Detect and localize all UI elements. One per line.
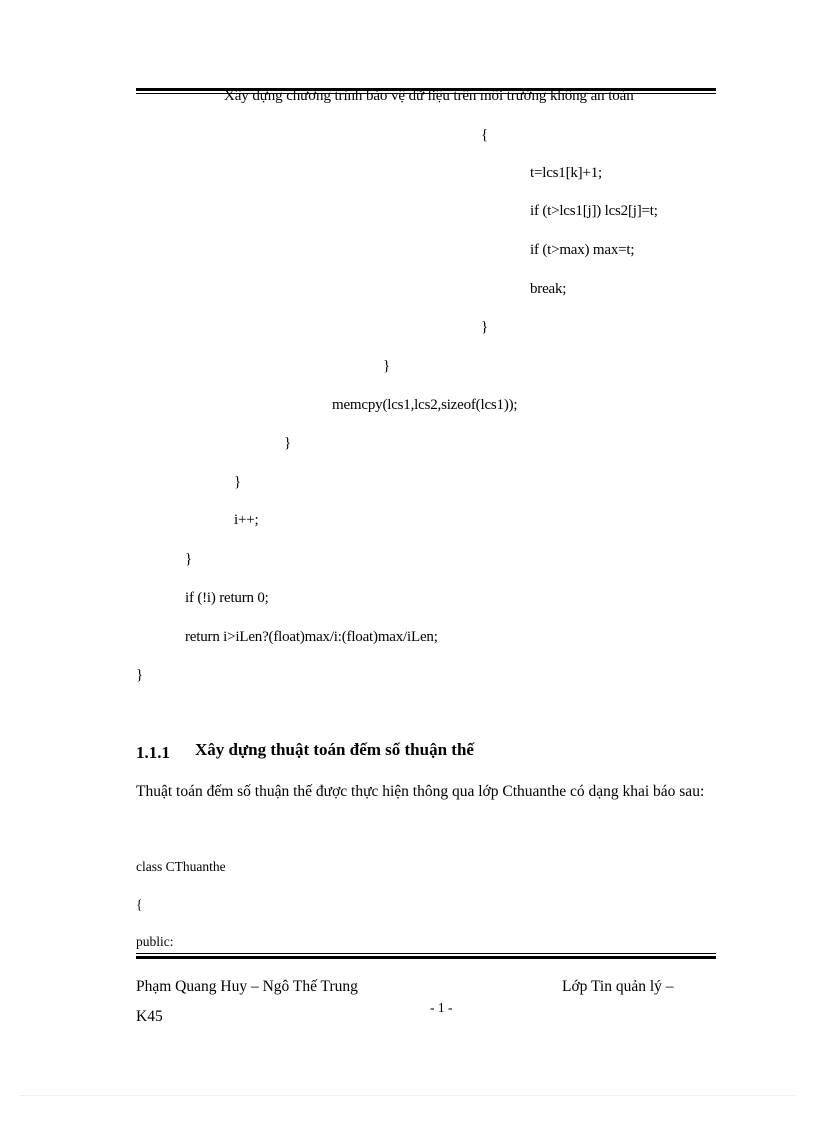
code-line: } [136,667,143,683]
code-line: memcpy(lcs1,lcs2,sizeof(lcs1)); [332,397,518,413]
body-paragraph: Thuật toán đếm số thuận thế được thực hiện thông qua lớp Cthuanthe có dạng khai báo sau: [136,783,705,800]
code-line: return i>iLen?(float)max/i:(float)max/iLen; [185,629,438,645]
code-line: } [185,551,192,567]
page-number: - 1 - [430,1000,453,1015]
section-number: 1.1.1 [136,743,170,762]
code-line: if (t>lcs1[j]) lcs2[j]=t; [530,203,658,219]
footer-rule-thin [136,953,716,954]
section-title: Xây dựng thuật toán đếm số thuận thế [195,740,474,759]
class-line: public: [136,934,174,949]
class-line: class CThuanthe [136,859,226,874]
code-line: } [383,358,390,374]
page-edge-dots [20,1095,796,1096]
code-line: break; [530,281,567,297]
code-line: } [481,319,488,335]
running-header: Xây dựng chương trình bảo vệ dữ liệu trên môi trường không an toàn [224,88,634,104]
code-line: if (t>max) max=t; [530,242,635,258]
code-line: } [284,435,291,451]
code-line: t=lcs1[k]+1; [530,165,603,181]
footer-rule-thick [136,956,716,959]
class-line: { [136,897,143,912]
code-line: { [481,127,488,143]
code-line: if (!i) return 0; [185,590,269,606]
footer-cohort: K45 [136,1008,163,1025]
code-line: i++; [234,512,259,528]
footer-class-label: Lớp Tin quản lý – [562,978,674,995]
code-line: } [234,474,241,490]
footer-authors: Phạm Quang Huy – Ngô Thế Trung [136,978,358,995]
